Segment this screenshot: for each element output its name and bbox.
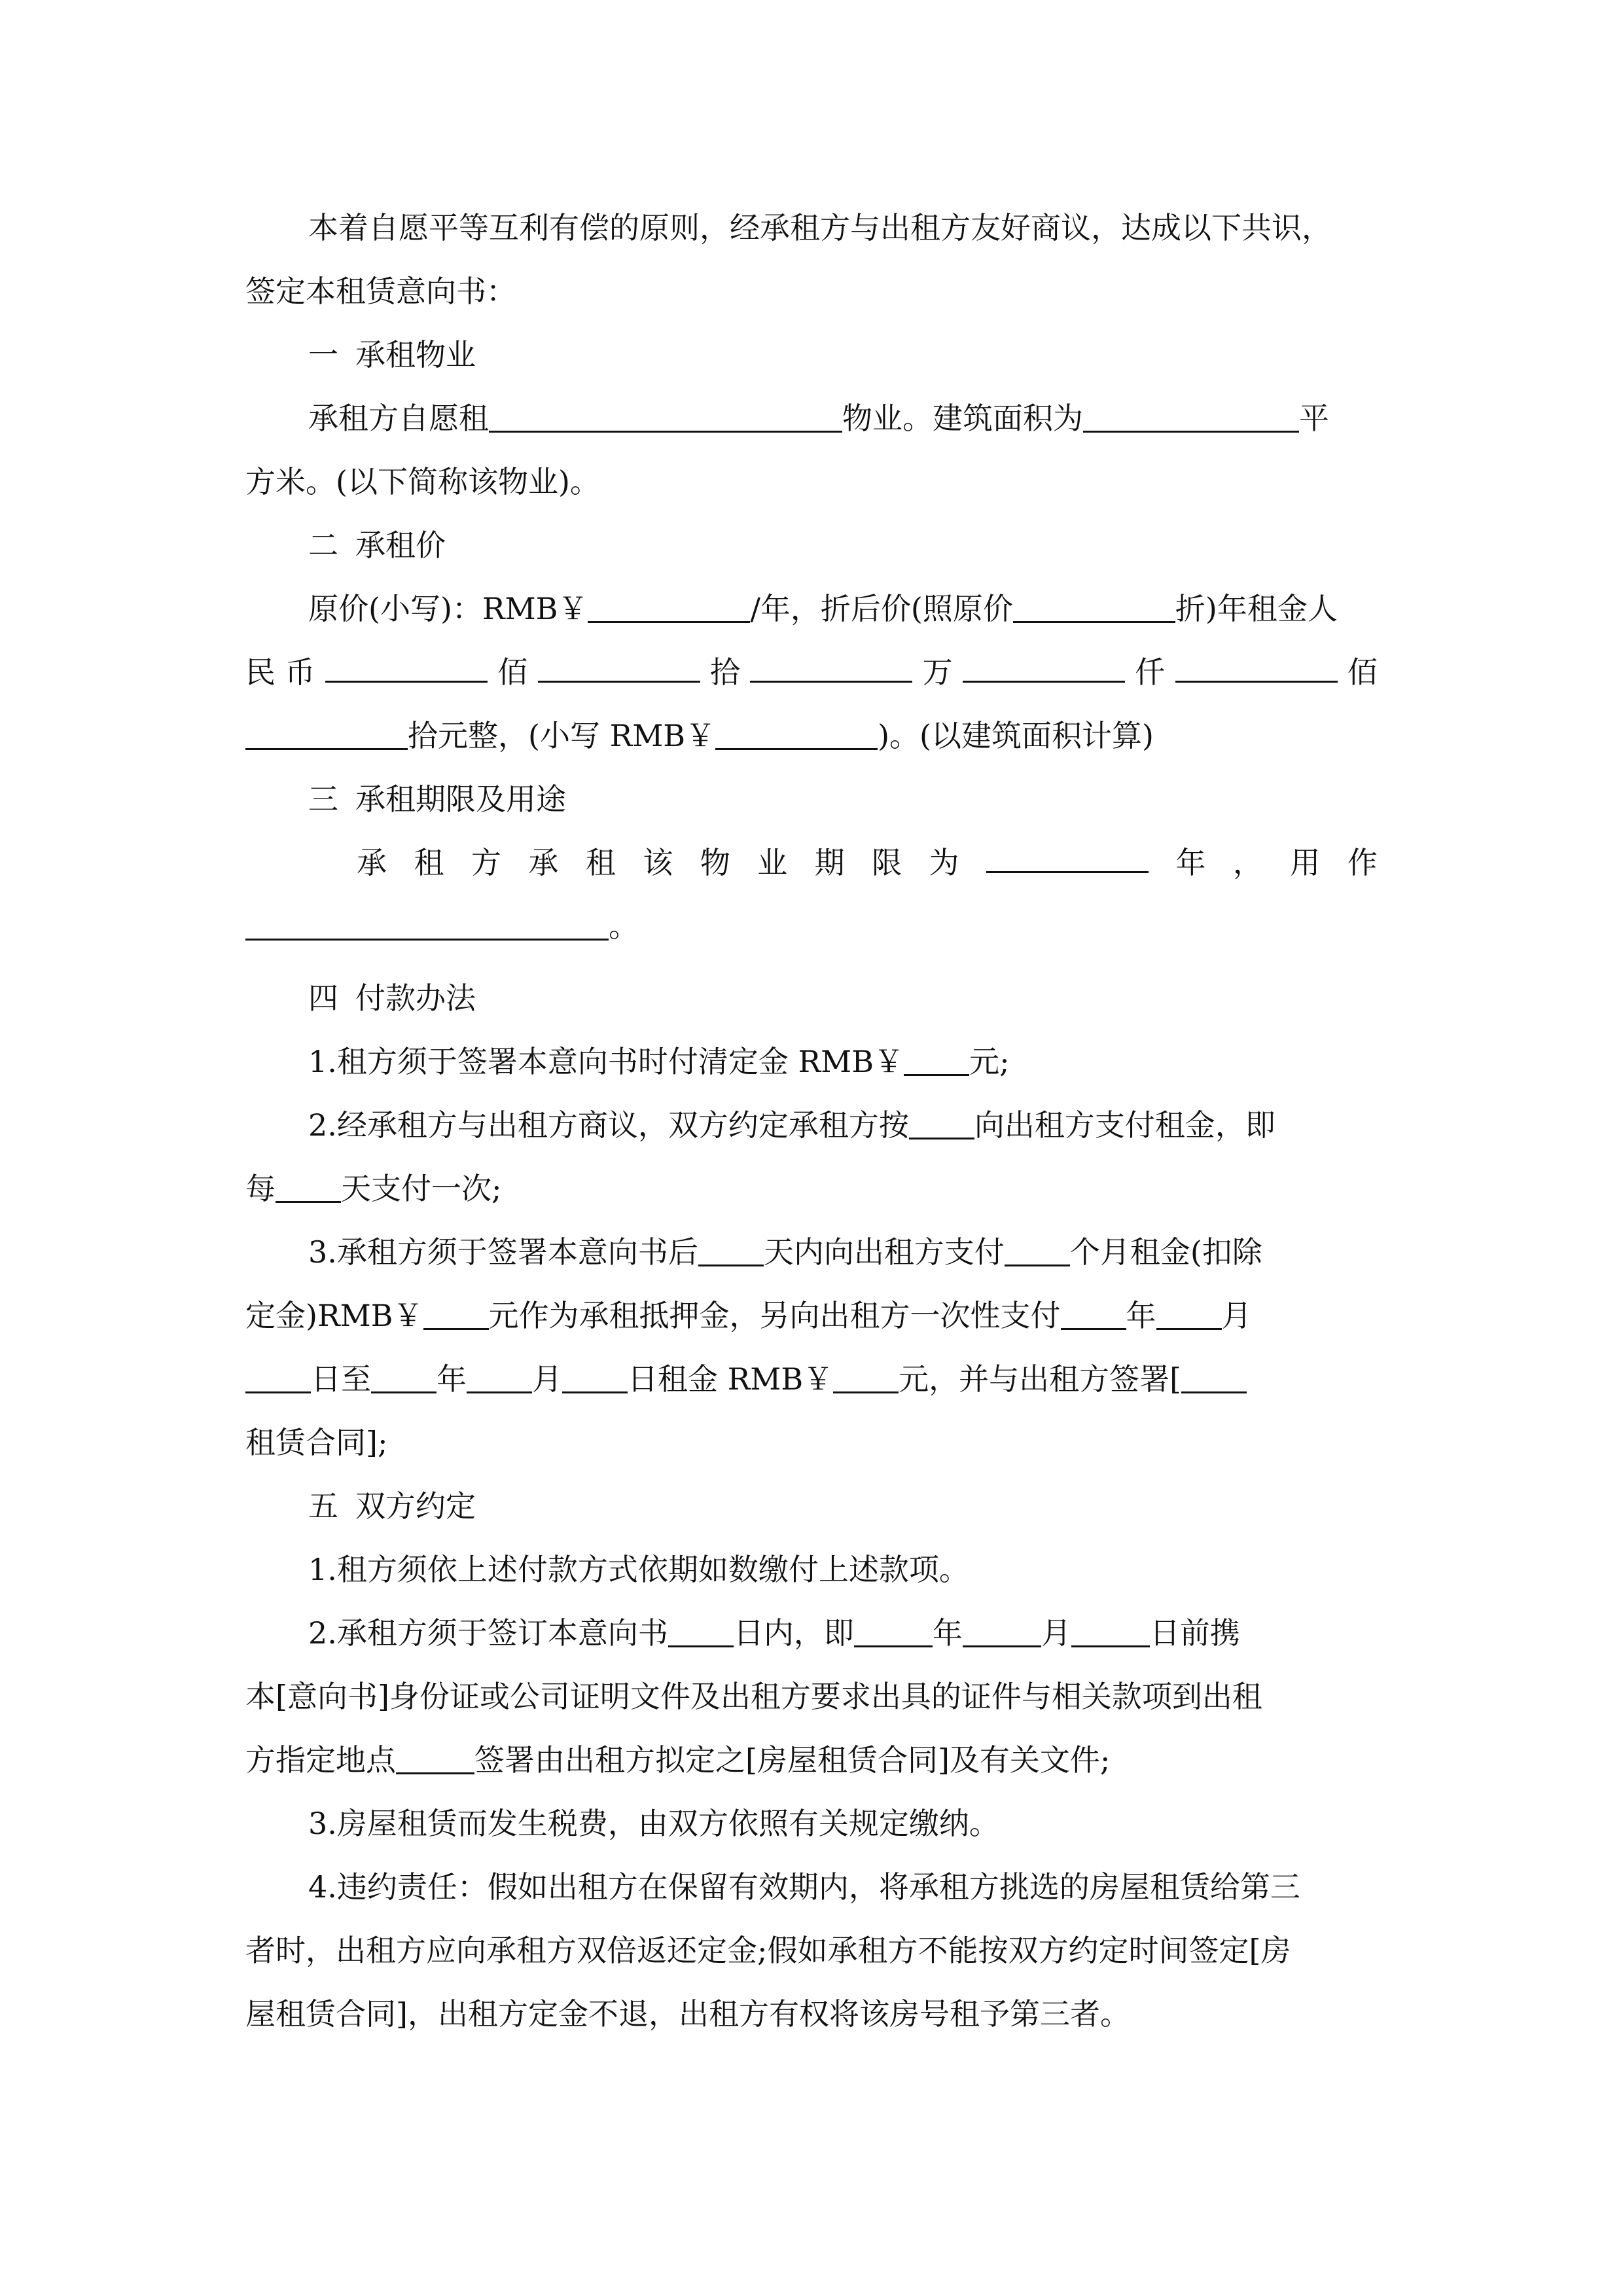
text: 定金)RMB￥ — [245, 1298, 423, 1333]
text: 签署由出租方拟定之[房屋租赁合同]及有关文件; — [474, 1742, 1111, 1778]
day-blank[interactable] — [245, 1357, 311, 1393]
section-title: 双方约定 — [355, 1488, 476, 1524]
contract-name-blank[interactable] — [1181, 1357, 1247, 1393]
section-number: 一 — [308, 337, 338, 372]
term-line-2 — [245, 895, 1378, 967]
section-number: 四 — [308, 980, 338, 1016]
pledge-amount-blank[interactable] — [423, 1294, 489, 1330]
text: 方 — [471, 845, 501, 880]
area-blank[interactable] — [1083, 397, 1299, 433]
section-3-heading — [245, 768, 1378, 831]
section-title: 付款办法 — [355, 980, 476, 1016]
text: 2.经承租方与出租方商议，双方约定承租方按 — [308, 1107, 909, 1143]
text: 1.租方须于签署本意向书时付清定金 RMB￥ — [308, 1044, 904, 1079]
month-blank[interactable] — [963, 1611, 1041, 1647]
agreement-item-3: 3.房屋租赁而发生税费，由双方依照有关规定缴纳。 — [308, 1806, 999, 1841]
text: 拾元整，(小写 RMB￥ — [408, 718, 716, 753]
text: 月 — [532, 1361, 562, 1397]
text: 年 — [932, 1615, 963, 1651]
document-page — [245, 196, 1378, 2046]
payment-method-blank[interactable] — [909, 1103, 974, 1139]
year-blank[interactable] — [371, 1357, 437, 1393]
section-title: 承租期限及用途 — [355, 781, 566, 817]
text: 承租方自愿租 — [308, 401, 489, 436]
payment-item-3-cont-2 — [245, 1348, 1378, 1411]
section-1-heading — [245, 323, 1378, 387]
text: 万 — [922, 655, 953, 690]
text: 月 — [1041, 1615, 1071, 1651]
text: 。 — [609, 908, 639, 944]
payment-item-1 — [245, 1030, 1378, 1094]
text: 3.承租方须于签署本意向书后 — [308, 1234, 698, 1270]
text: 租 — [585, 845, 616, 880]
payment-item-3-cont-1 — [245, 1284, 1378, 1348]
section-number: 三 — [308, 781, 338, 817]
days-blank[interactable] — [276, 1167, 341, 1203]
text: 元; — [969, 1044, 1010, 1079]
month-blank[interactable] — [1156, 1294, 1222, 1330]
text: 租 — [414, 845, 444, 880]
agreement-item-1: 1.租方须依上述付款方式依期如数缴付上述款项。 — [308, 1552, 969, 1587]
text: 为 — [929, 845, 959, 880]
text: 个月租金(扣除 — [1069, 1234, 1262, 1270]
deposit-blank[interactable] — [904, 1040, 969, 1076]
text: 方指定地点 — [245, 1742, 396, 1778]
property-name-blank[interactable] — [489, 397, 842, 433]
text: 拾 — [709, 655, 740, 690]
intro-line-2: 签定本租赁意向书： — [245, 274, 516, 309]
payment-item-2-cont — [245, 1157, 1378, 1221]
property-line-2: 方米。(以下简称该物业)。 — [245, 464, 600, 499]
agreement-item-2-cont-1: 本[意向书]身份证或公司证明文件及出租方要求出具的证件与相关款项到出租 — [245, 1679, 1262, 1714]
amount-blank[interactable] — [325, 647, 488, 683]
amount-blank[interactable] — [750, 647, 912, 683]
text: 民 币 — [245, 655, 315, 690]
rent-amount-blank[interactable] — [833, 1357, 899, 1393]
year-blank[interactable] — [1061, 1294, 1126, 1330]
day-blank[interactable] — [1071, 1611, 1150, 1647]
text: 物业。建筑面积为 — [842, 401, 1083, 436]
section-2-heading — [245, 514, 1378, 577]
text: 年 — [1126, 1298, 1156, 1333]
text: 承 — [528, 845, 559, 880]
text: 原价(小写)：RMB￥ — [308, 591, 588, 626]
discount-blank[interactable] — [1013, 587, 1175, 623]
text: 天支付一次; — [341, 1171, 502, 1206]
text: 仟 — [1135, 655, 1166, 690]
amount-blank[interactable] — [245, 714, 408, 750]
usage-blank[interactable] — [245, 905, 609, 941]
price-line-3 — [245, 704, 1378, 768]
agreement-item-2 — [245, 1602, 1378, 1665]
section-4-heading — [245, 967, 1378, 1030]
text: 年 — [437, 1361, 467, 1397]
day-blank[interactable] — [562, 1357, 628, 1393]
section-title: 承租物业 — [355, 337, 476, 372]
price-line-1 — [245, 577, 1378, 641]
text: 日前携 — [1149, 1615, 1240, 1651]
text: 物 — [700, 845, 730, 880]
section-title: 承租价 — [355, 528, 446, 563]
text: 佰 — [497, 655, 528, 690]
text: 天内向出租方支付 — [763, 1234, 1005, 1270]
property-line — [245, 387, 1378, 450]
text: 2.承租方须于签订本意向书 — [308, 1615, 668, 1651]
payment-item-3-cont-3: 租赁合同]; — [245, 1425, 388, 1460]
payment-item-2 — [245, 1094, 1378, 1157]
text: 元作为承租抵押金，另向出租方一次性支付 — [488, 1298, 1061, 1333]
term-years-blank[interactable] — [986, 837, 1149, 873]
text: 折)年租金人 — [1175, 591, 1338, 626]
agreement-item-4-cont-2: 屋租赁合同]，出租方定金不退，出租方有权将该房号租予第三者。 — [245, 1996, 1130, 2032]
text: 日至 — [311, 1361, 371, 1397]
original-price-blank[interactable] — [588, 587, 750, 623]
text: 限 — [872, 845, 902, 880]
text: 业 — [757, 845, 788, 880]
amount-blank[interactable] — [538, 647, 700, 683]
days-blank[interactable] — [668, 1611, 734, 1647]
text: 作 — [1347, 845, 1378, 880]
text: 期 — [814, 845, 845, 880]
section-5-heading — [245, 1475, 1378, 1538]
year-blank[interactable] — [854, 1611, 933, 1647]
term-line-1 — [245, 831, 1378, 895]
text: 日租金 RMB￥ — [628, 1361, 834, 1397]
agreement-item-4: 4.违约责任：假如出租方在保留有效期内，将承租方挑选的房屋租赁给第三 — [308, 1869, 1300, 1905]
agreement-item-2-cont-2 — [245, 1729, 1378, 1792]
text: ， — [1232, 845, 1263, 880]
text: 平 — [1299, 401, 1329, 436]
text: 日内，即 — [733, 1615, 854, 1651]
text: 用 — [1290, 845, 1321, 880]
lowercase-amount-blank[interactable] — [715, 714, 878, 750]
text: 向出租方支付租金，即 — [974, 1107, 1275, 1143]
amount-blank[interactable] — [1175, 647, 1338, 683]
text: 月 — [1221, 1298, 1252, 1333]
text: 元，并与出租方签署[ — [899, 1361, 1182, 1397]
location-blank[interactable] — [396, 1738, 474, 1774]
section-number: 五 — [308, 1488, 338, 1524]
section-number: 二 — [308, 528, 338, 563]
months-blank[interactable] — [1005, 1230, 1070, 1266]
month-blank[interactable] — [467, 1357, 532, 1393]
days-blank[interactable] — [698, 1230, 764, 1266]
agreement-item-4-cont-1: 者时，出租方应向承租方双倍返还定金;假如承租方不能按双方约定时间签定[房 — [245, 1933, 1291, 1968]
price-line-2 — [245, 641, 1378, 704]
text: 每 — [245, 1171, 276, 1206]
text: 佰 — [1347, 655, 1378, 690]
payment-item-3 — [245, 1221, 1378, 1284]
text: 该 — [643, 845, 673, 880]
amount-blank[interactable] — [963, 647, 1125, 683]
text: 年 — [1175, 845, 1206, 880]
text: )。(以建筑面积计算) — [878, 718, 1154, 753]
text: 承 — [357, 845, 387, 880]
text: /年，折后价(照原价 — [750, 591, 1013, 626]
intro-line-1: 本着自愿平等互利有偿的原则，经承租方与出租方友好商议，达成以下共识， — [308, 210, 1332, 245]
